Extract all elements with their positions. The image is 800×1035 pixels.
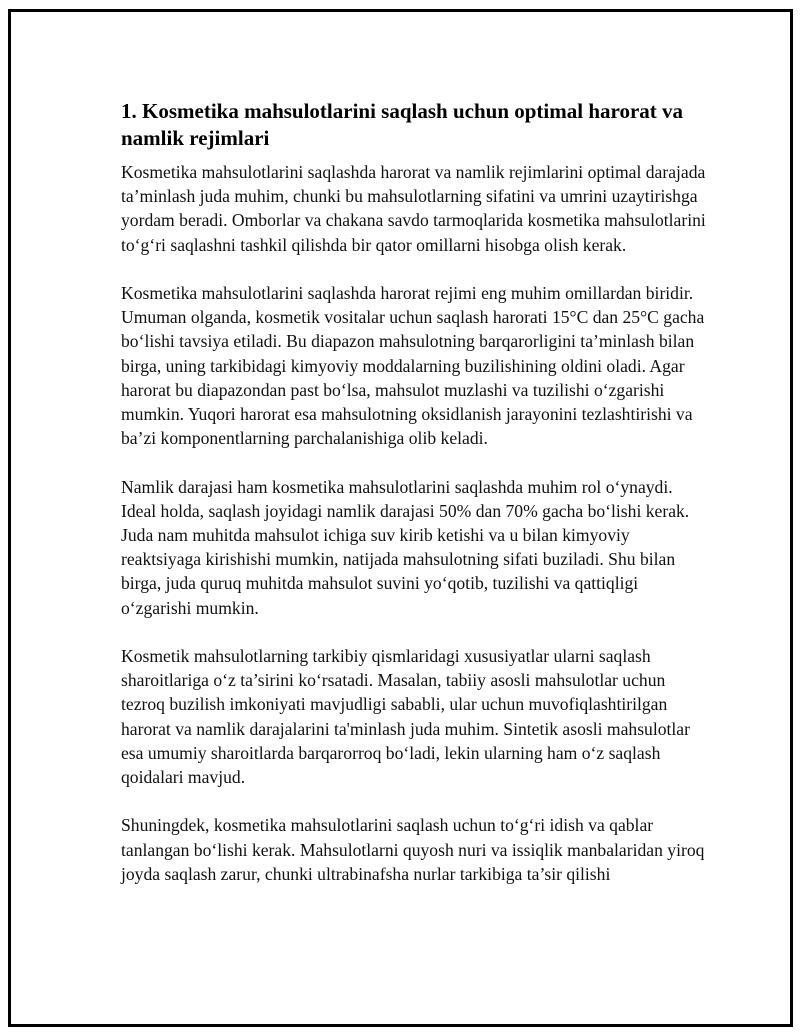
section-heading: 1. Kosmetika mahsulotlarini saqlash uchun optimal harorat va namlik rejimlari (121, 99, 684, 150)
paragraph-composition: Kosmetik mahsulotlarning tarkibiy qismlaridagi xususiyatlar ularni saqlash sharoitlariga o‘z ta’sirini ko‘rsatadi. Masalan, tabiiy asosli mahsulotlar uchun tezroq buzilish imkoniyati mavjudligi sababli, ular uchun muvofiqlashtirilgan harorat va namlik darajalarini ta'minlash juda muhim. Sintetik asosli mahsulotlar esa umumiy sharoitlarda barqarorroq bo‘ladi, lekin ularning ham o‘z saqlash qoidalari mavjud. (121, 646, 690, 788)
document-page (8, 9, 793, 1027)
paragraph-temperature: Kosmetika mahsulotlarini saqlashda harorat rejimi eng muhim omillardan biridir. Umuman olganda, kosmetik vositalar uchun saqlash harorati 15°C dan 25°C gacha bo‘lishi tavsiya etiladi. Bu diapazon mahsulotning barqarorligini ta’minlash bilan birga, uning tarkibidagi kimyoviy moddalarning buzilishining oldini oladi. Agar harorat bu diapazondan past bo‘lsa, mahsulot muzlashi va tuzilishi o‘zgarishi mumkin. Yuqori harorat esa mahsulotning oksidlanish jarayonini tezlashtirishi va ba’zi komponentlarning parchalanishiga olib keladi. (121, 283, 705, 449)
document-body (121, 98, 706, 910)
paragraph-humidity: Namlik darajasi ham kosmetika mahsulotlarini saqlashda muhim rol o‘ynaydi. Ideal holda, saqlash joyidagi namlik darajasi 50% dan 70% gacha bo‘lishi kerak. Juda nam muhitda mahsulot ichiga suv kirib ketishi va u bilan kimyoviy reaktsiyaga kirishishi mumkin, natijada mahsulotning sifati buziladi. Shu bilan birga, juda quruq muhitda mahsulot suvini yo‘qotib, tuzilishi va qattiqligi o‘zgarishi mumkin. (121, 476, 690, 618)
paragraph-containers: Shuningdek, kosmetika mahsulotlarini saqlash uchun to‘g‘ri idish va qablar tanlangan bo‘lishi kerak. Mahsulotlarni quyosh nuri va issiqlik manbalaridan yiroq joyda saqlash zarur, chunki ultrabinafsha nurlar tarkibiga ta’sir qilishi (121, 815, 705, 884)
paragraph-intro: Kosmetika mahsulotlarini saqlashda harorat va namlik rejimlarini optimal darajada ta’minlash juda muhim, chunki bu mahsulotlarning sifatini va umrini uzaytirishga yordam beradi. Omborlar va chakana savdo tarmoqlarida kosmetika mahsulotlarini to‘g‘ri saqlashni tashkil qilishda bir qator omillarni hisobga olish kerak. (121, 162, 706, 255)
